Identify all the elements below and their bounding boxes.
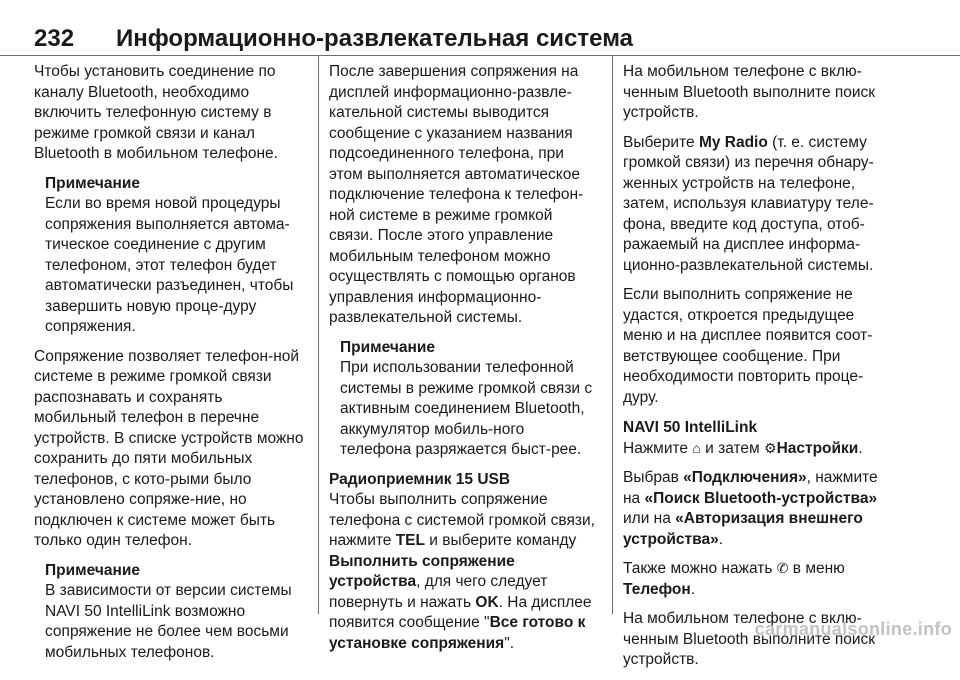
paragraph: После завершения сопряжения на дисплей информационно-развле-кательной системы выводится сообщение с указанием названия подсоединенного телефона, при этом выполняется автоматическое подключение телефона к телефон-ной системе в режиме громкой связи. После этого управление мобильным телефоном можно осуществлять с помощью органов управления информационно-развлекательной системы. — [329, 63, 584, 326]
note-label: Примечание — [340, 338, 435, 356]
bluetooth-search-label: «Поиск Bluetooth-устройства» — [644, 489, 878, 507]
column-middle — [329, 62, 599, 663]
section-heading: Радиоприемник 15 USB — [329, 470, 511, 488]
external-auth-label: «Авторизация внешнего устройства» — [623, 510, 863, 548]
pair-command-label: Выполнить сопряжение устройства — [329, 552, 515, 590]
paragraph: Также можно нажать ✆ в меню Телефон. — [623, 560, 845, 598]
settings-label: ⚙Настройки — [764, 439, 859, 457]
ready-message-label: Все готово к установке сопряжения — [329, 614, 586, 652]
note-label: Примечание — [45, 561, 140, 579]
column-divider-1 — [318, 56, 319, 614]
note-label: Примечание — [45, 174, 140, 192]
paragraph: Чтобы установить соединение по каналу Bluetooth, необходимо включить телефонную систему в режиме громкой связи и канал Bluetooth в мобильном телефоне. — [34, 63, 278, 162]
my-radio-label: My Radio — [698, 133, 768, 151]
paragraph: Сопряжение позволяет телефон-ной системе в режиме громкой связи распознавать и сохранять мобильный телефон в перечне устройств. В списке устройств можно сохранить до пяти мобильных телефонов, с кото-рыми было установлено сопряже-ние, но подключен к системе может быть только один телефон. — [34, 347, 304, 549]
tel-button-label: TEL — [395, 532, 425, 549]
paragraph: Если выполнить сопряжение не удастся, откроется предыдущее меню и на дисплее появится соот-ветствующее сообщение. При необходимости повторить проце-дуру. — [623, 286, 873, 406]
paragraph: Выберите My Radio (т. е. систему громкой связи) из перечня обнару-женных устройств на телефоне, затем, используя клавиатуру теле-фона, введите код доступа, отоб-ражаемый на дисплее информа-ционно-развлекательной системы. — [623, 133, 874, 274]
header-divider — [0, 55, 960, 56]
column-right — [623, 62, 898, 680]
home-icon: ⌂ — [692, 439, 701, 456]
phone-menu-label: Телефон — [623, 580, 691, 598]
ok-button-label: OK — [475, 593, 499, 611]
gear-icon: ⚙ — [764, 439, 777, 456]
note-block — [45, 561, 304, 664]
page-header — [0, 0, 960, 56]
phone-icon: ✆ — [776, 560, 789, 576]
paragraph: Чтобы выполнить сопряжение телефона с системой громкой связи, нажмите TEL и выберите команду Выполнить сопряжение устройства, для чего следует повернуть и нажать OK. На дисплее появится сообщение "Все готово к установке сопряжения". — [329, 491, 595, 652]
column-divider-2 — [612, 56, 613, 614]
page-number: 232 — [34, 25, 75, 52]
watermark: carmanualsonline.info — [754, 619, 952, 639]
note-text: В зависимости от версии системы NAVI 50 IntelliLink возможно сопряжение не более чем восьми мобильных телефонов. — [45, 582, 292, 661]
section-heading: NAVI 50 IntelliLink — [623, 419, 758, 436]
note-block — [45, 174, 304, 338]
paragraph: Нажмите ⌂ и затем ⚙Настройки. — [623, 439, 863, 457]
page-title: Информационно-развлекательная система — [116, 25, 633, 52]
column-left — [34, 62, 304, 672]
note-block — [340, 338, 599, 461]
note-text: Если во время новой процедуры сопряжения выполняется автома-тическое соединение с другим телефоном, этот телефон будет автоматически разъединен, чтобы завершить новую проце-дуру сопряжения. — [45, 195, 294, 335]
paragraph: На мобильном телефоне с вклю-ченным Bluetooth выполните поиск устройств. — [623, 63, 876, 121]
connections-label: «Подключения» — [683, 469, 807, 486]
paragraph: На мобильном телефоне с вклю-ченным Bluetooth выполните поиск устройств. — [623, 610, 876, 668]
paragraph: Выбрав «Подключения», нажмите на «Поиск Bluetooth-устройства» или на «Авторизация внешнего устройства». — [623, 469, 878, 548]
note-text: При использовании телефонной системы в режиме громкой связи с активным соединением Bluetooth, аккумулятор мобиль-ного телефона разряжается быст-рее. — [340, 359, 593, 458]
